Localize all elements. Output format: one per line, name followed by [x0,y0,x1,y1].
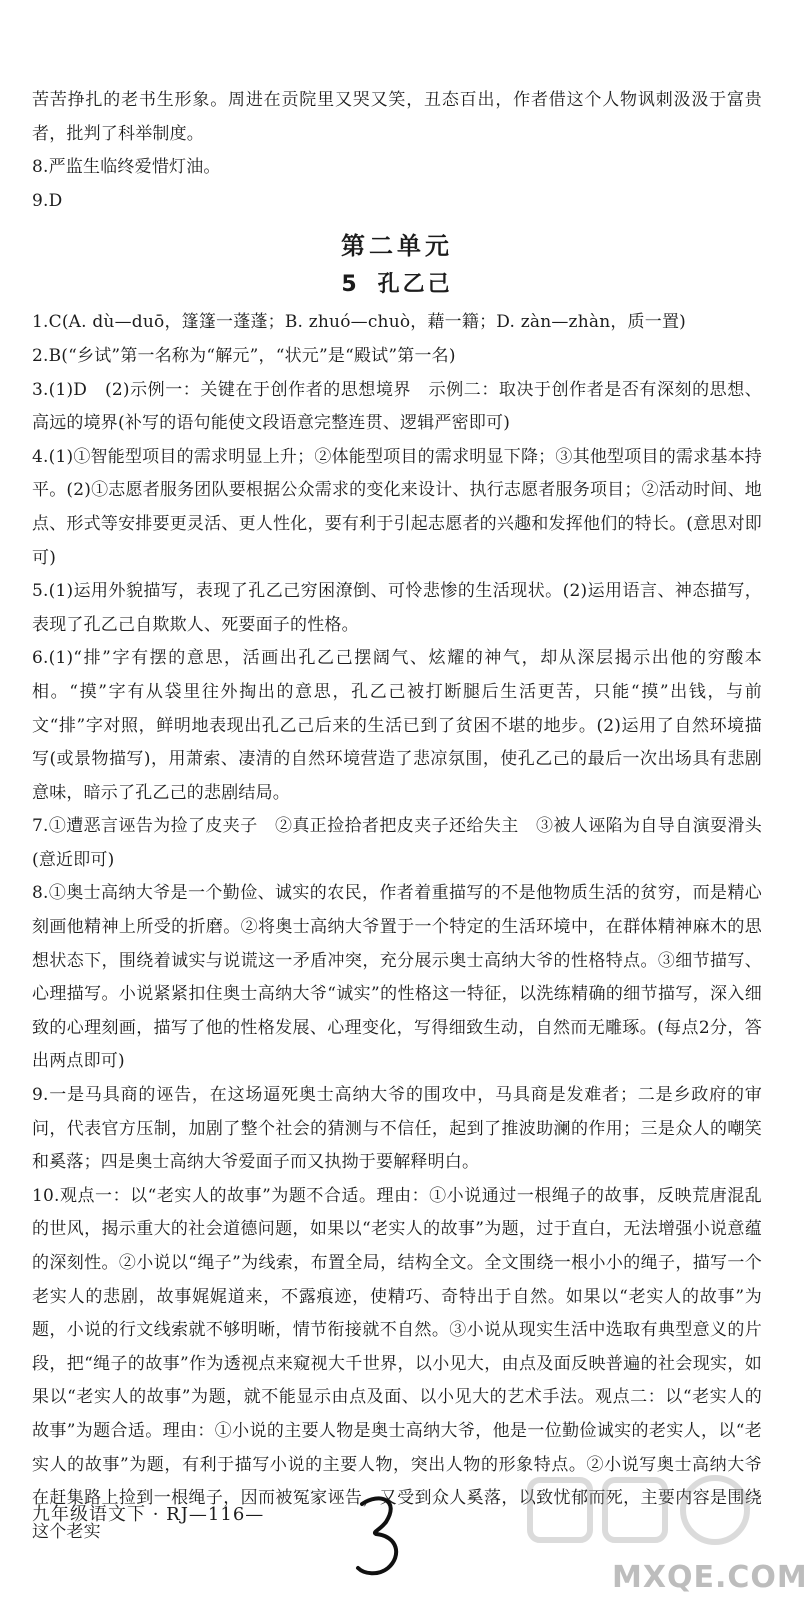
answer-item-6: 6.(1)“排”字有摆的意思，活画出孔乙己摆阔气、炫耀的神气，却从深层揭示出他的穷酸本相。“摸”字有从袋里往外掏出的意思，孔乙己被打断腿后生活更苦，只能“摸”出钱，与前文“排”字对照，鲜明地表现出孔乙己后来的生活已到了贫困不堪的地步。(2)运用了自然环境描写(或景物描写)，用萧索、凄清的自然环境营造了悲凉氛围，使孔乙己的最后一次出场具有悲剧意味，暗示了孔乙己的悲剧结局。 [32,648,762,803]
answer-item-1: 1.C(A. dù—duō，篷篷一蓬蓬；B. zhuó—chuò，藉一籍；D. zàn—zhàn，质一置) [32,312,686,333]
answer-item-10: 10.观点一：以“老实人的故事”为题不合适。理由：①小说通过一根绳子的故事，反映荒唐混乱的世风，揭示重大的社会道德问题，如果以“老实人的故事”为题，过于直白，无法增强小说意蕴的深刻性。②小说以“绳子”为线索，布置全局，结构全文。全文围绕一根小小的绳子，描写一个老实人的悲剧，故事娓娓道来，不露痕迹，使精巧、奇特出于自然。如果以“老实人的故事”为题，小说的行文线索就不够明晰，情节衔接就不自然。③小说从现实生活中选取有典型意义的片段，把“绳子的故事”作为透视点来窥视大千世界，以小见大，由点及面反映普遍的社会现实，如果以“老实人的故事”为题，就不能显示由点及面、以小见大的艺术手法。观点二：以“老实人的故事”为题合适。理由：①小说的主要人物是奥士高纳大爷，他是一位勤俭诚实的老实人，以“老实人的故事”为题，有利于描写小说的主要人物，突出人物的形象特点。②小说写奥士高纳大爷在赶集路上捡到一根绳子，因而被冤家诬告，又受到众人奚落，以致忧郁而死，主要内容是围绕这个老实 [32,1185,762,1542]
page-footer: 九年级语文下 · RJ—116— [32,1504,265,1525]
answer-item-8: 8.①奥士高纳大爷是一个勤俭、诚实的农民，作者着重描写的不是他物质生活的贫穷，而是精心刻画他精神上所受的折磨。②将奥士高纳大爷置于一个特定的生活环境中，在群体精神麻木的思想状态下，围绕着诚实与说谎这一矛盾冲突，充分展示奥士高纳大爷的性格特点。③细节描写、心理描写。小说紧紧扣住奥士高纳大爷“诚实”的性格这一特征，以洗练精确的细节描写，深入细致的心理刻画，描写了他的性格发展、心理变化，写得细致生动，自然而无雕琢。(每点2分，答出两点即可) [32,883,762,1072]
handwritten-scribble-icon [350,1490,410,1580]
answer-item-9-prev: 9.D [32,190,63,211]
watermark-logo-icon [520,1470,760,1560]
answer-item-3: 3.(1)D (2)示例一：关键在于创作者的思想境界 示例二：取决于创作者是否有深刻的思想、高远的境界(补写的语句能使文段语意完整连贯、逻辑严密即可) [32,379,762,434]
lesson-number: 5 [341,272,360,298]
answer-item-4: 4.(1)①智能型项目的需求明显上升；②体能型项目的需求明显下降；③其他型项目的需求基本持平。(2)①志愿者服务团队要根据公众需求的变化来设计、执行志愿者服务项目；②活动时间、地点、形式等安排要更灵活、更人性化，要有利于引起志愿者的兴趣和发挥他们的特长。(意思对即可) [32,446,762,568]
lesson-name: 孔乙己 [377,272,453,298]
answer-item-9: 9.一是马具商的诬告，在这场逼死奥士高纳大爷的围攻中，马具商是发难者；二是乡政府的审问，代表官方压制，加剧了整个社会的猜测与不信任，起到了推波助澜的作用；三是众人的嘲笑和奚落；四是奥士高纳大爷爱面子而又执拗于要解释明白。 [32,1085,762,1173]
answer-item-8-prev: 8.严监生临终爱惜灯油。 [32,157,221,178]
lesson-title [32,266,762,304]
page-content [32,84,762,1549]
answer-item-7: 7.①遭恶言诬告为捡了皮夹子 ②真正捡拾者把皮夹子还给失主 ③被人诬陷为自导自演耍滑头(意近即可) [32,816,762,870]
intro-paragraph: 苦苦挣扎的老书生形象。周进在贡院里又哭又笑，丑态百出，作者借这个人物讽刺汲汲于富贵者，批判了科举制度。 [32,90,762,144]
unit-title: 第二单元 [341,232,453,261]
answer-item-5: 5.(1)运用外貌描写，表现了孔乙己穷困潦倒、可怜悲惨的生活现状。(2)运用语言、神态描写，表现了孔乙己自欺欺人、死要面子的性格。 [32,581,762,635]
answer-item-2: 2.B(“乡试”第一名称为“解元”，“状元”是“殿试”第一名) [32,345,456,366]
watermark-text: MXQE.COM [612,1560,808,1595]
